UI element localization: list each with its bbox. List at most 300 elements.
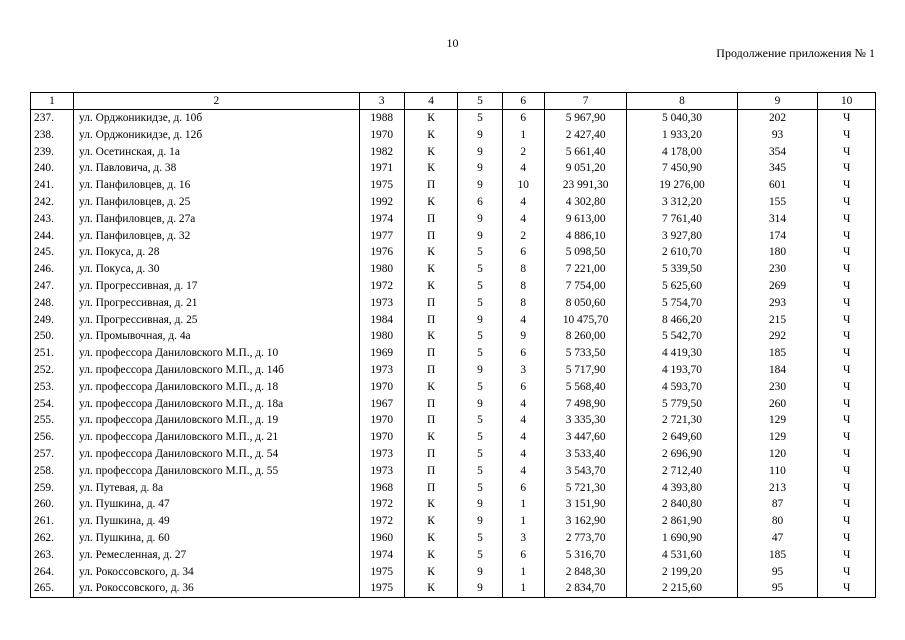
material-cell: П: [404, 446, 458, 463]
floors-cell: 5: [458, 261, 502, 278]
entrances-cell: 10: [502, 177, 545, 194]
address-cell: ул. Пушкина, д. 60: [74, 530, 360, 547]
table-row: [31, 328, 876, 345]
column-header: 10: [818, 93, 876, 110]
ownership-cell: Ч: [818, 261, 876, 278]
ownership-cell: Ч: [818, 580, 876, 597]
table-row: [31, 261, 876, 278]
year-cell: 1988: [359, 110, 404, 127]
material-cell: К: [404, 278, 458, 295]
ownership-cell: Ч: [818, 278, 876, 295]
address-cell: ул. Прогрессивная, д. 21: [74, 295, 360, 312]
residents-cell: 213: [737, 480, 818, 497]
floors-cell: 5: [458, 328, 502, 345]
total-area-cell: 9 613,00: [545, 211, 627, 228]
entrances-cell: 8: [502, 278, 545, 295]
floors-cell: 5: [458, 463, 502, 480]
floors-cell: 5: [458, 278, 502, 295]
ownership-cell: Ч: [818, 564, 876, 581]
material-cell: К: [404, 261, 458, 278]
entrances-cell: 4: [502, 312, 545, 329]
entrances-cell: 8: [502, 261, 545, 278]
table-row: [31, 412, 876, 429]
address-cell: ул. Рокоссовского, д. 36: [74, 580, 360, 597]
year-cell: 1980: [359, 328, 404, 345]
ownership-cell: Ч: [818, 463, 876, 480]
address-cell: ул. Панфиловцев, д. 25: [74, 194, 360, 211]
entrances-cell: 1: [502, 127, 545, 144]
year-cell: 1974: [359, 211, 404, 228]
residents-cell: 215: [737, 312, 818, 329]
total-area-cell: 7 754,00: [545, 278, 627, 295]
floors-cell: 5: [458, 244, 502, 261]
row-number-cell: 255.: [31, 412, 74, 429]
total-area-cell: 5 098,50: [545, 244, 627, 261]
entrances-cell: 1: [502, 580, 545, 597]
entrances-cell: 4: [502, 194, 545, 211]
material-cell: П: [404, 412, 458, 429]
living-area-cell: 2 215,60: [627, 580, 737, 597]
year-cell: 1970: [359, 127, 404, 144]
ownership-cell: Ч: [818, 160, 876, 177]
header-row: [31, 93, 876, 110]
material-cell: К: [404, 379, 458, 396]
entrances-cell: 4: [502, 412, 545, 429]
address-cell: ул. профессора Даниловского М.П., д. 14б: [74, 362, 360, 379]
residents-cell: 314: [737, 211, 818, 228]
ownership-cell: Ч: [818, 547, 876, 564]
year-cell: 1973: [359, 463, 404, 480]
residents-cell: 129: [737, 429, 818, 446]
table-row: [31, 446, 876, 463]
total-area-cell: 23 991,30: [545, 177, 627, 194]
row-number-cell: 244.: [31, 228, 74, 245]
column-header: 7: [545, 93, 627, 110]
material-cell: П: [404, 463, 458, 480]
ownership-cell: Ч: [818, 345, 876, 362]
material-cell: П: [404, 480, 458, 497]
total-area-cell: 3 151,90: [545, 496, 627, 513]
residents-cell: 269: [737, 278, 818, 295]
address-cell: ул. Пушкина, д. 47: [74, 496, 360, 513]
material-cell: К: [404, 160, 458, 177]
table-row: [31, 496, 876, 513]
total-area-cell: 4 302,80: [545, 194, 627, 211]
address-cell: ул. Орджоникидзе, д. 10б: [74, 110, 360, 127]
address-cell: ул. Пушкина, д. 49: [74, 513, 360, 530]
residents-cell: 292: [737, 328, 818, 345]
address-cell: ул. Прогрессивная, д. 17: [74, 278, 360, 295]
row-number-cell: 264.: [31, 564, 74, 581]
floors-cell: 9: [458, 177, 502, 194]
column-header: 3: [359, 93, 404, 110]
address-cell: ул. профессора Даниловского М.П., д. 18а: [74, 396, 360, 413]
material-cell: П: [404, 211, 458, 228]
year-cell: 1967: [359, 396, 404, 413]
ownership-cell: Ч: [818, 177, 876, 194]
entrances-cell: 6: [502, 345, 545, 362]
year-cell: 1982: [359, 144, 404, 161]
year-cell: 1969: [359, 345, 404, 362]
year-cell: 1972: [359, 513, 404, 530]
floors-cell: 5: [458, 295, 502, 312]
living-area-cell: 1 690,90: [627, 530, 737, 547]
address-cell: ул. Прогрессивная, д. 25: [74, 312, 360, 329]
residents-cell: 87: [737, 496, 818, 513]
floors-cell: 5: [458, 379, 502, 396]
year-cell: 1974: [359, 547, 404, 564]
living-area-cell: 3 312,20: [627, 194, 737, 211]
entrances-cell: 1: [502, 513, 545, 530]
total-area-cell: 4 886,10: [545, 228, 627, 245]
ownership-cell: Ч: [818, 127, 876, 144]
table-row: [31, 295, 876, 312]
entrances-cell: 6: [502, 480, 545, 497]
entrances-cell: 6: [502, 244, 545, 261]
entrances-cell: 4: [502, 211, 545, 228]
row-number-cell: 241.: [31, 177, 74, 194]
living-area-cell: 2 712,40: [627, 463, 737, 480]
residents-cell: 95: [737, 580, 818, 597]
year-cell: 1975: [359, 177, 404, 194]
living-area-cell: 4 193,70: [627, 362, 737, 379]
living-area-cell: 5 542,70: [627, 328, 737, 345]
material-cell: П: [404, 177, 458, 194]
residents-cell: 202: [737, 110, 818, 127]
residents-cell: 93: [737, 127, 818, 144]
table-body: [31, 110, 876, 598]
living-area-cell: 4 393,80: [627, 480, 737, 497]
year-cell: 1970: [359, 429, 404, 446]
address-cell: ул. Панфиловцев, д. 32: [74, 228, 360, 245]
floors-cell: 5: [458, 530, 502, 547]
year-cell: 1972: [359, 496, 404, 513]
material-cell: К: [404, 110, 458, 127]
row-number-cell: 260.: [31, 496, 74, 513]
row-number-cell: 247.: [31, 278, 74, 295]
residents-cell: 47: [737, 530, 818, 547]
address-cell: ул. профессора Даниловского М.П., д. 54: [74, 446, 360, 463]
total-area-cell: 2 848,30: [545, 564, 627, 581]
material-cell: К: [404, 530, 458, 547]
table-row: [31, 463, 876, 480]
material-cell: К: [404, 564, 458, 581]
entrances-cell: 6: [502, 547, 545, 564]
total-area-cell: 5 568,40: [545, 379, 627, 396]
row-number-cell: 253.: [31, 379, 74, 396]
material-cell: П: [404, 396, 458, 413]
year-cell: 1970: [359, 379, 404, 396]
floors-cell: 5: [458, 412, 502, 429]
address-cell: ул. Павловича, д. 38: [74, 160, 360, 177]
material-cell: П: [404, 312, 458, 329]
residents-cell: 345: [737, 160, 818, 177]
row-number-cell: 251.: [31, 345, 74, 362]
entrances-cell: 6: [502, 379, 545, 396]
floors-cell: 9: [458, 564, 502, 581]
material-cell: К: [404, 244, 458, 261]
floors-cell: 9: [458, 362, 502, 379]
address-cell: ул. Ремесленная, д. 27: [74, 547, 360, 564]
row-number-cell: 259.: [31, 480, 74, 497]
residents-cell: 354: [737, 144, 818, 161]
material-cell: П: [404, 295, 458, 312]
year-cell: 1976: [359, 244, 404, 261]
table-row: [31, 547, 876, 564]
ownership-cell: Ч: [818, 144, 876, 161]
entrances-cell: 3: [502, 530, 545, 547]
row-number-cell: 239.: [31, 144, 74, 161]
residents-cell: 185: [737, 547, 818, 564]
floors-cell: 9: [458, 513, 502, 530]
total-area-cell: 3 335,30: [545, 412, 627, 429]
total-area-cell: 5 733,50: [545, 345, 627, 362]
material-cell: П: [404, 362, 458, 379]
total-area-cell: 5 316,70: [545, 547, 627, 564]
row-number-cell: 243.: [31, 211, 74, 228]
row-number-cell: 240.: [31, 160, 74, 177]
row-number-cell: 257.: [31, 446, 74, 463]
residents-cell: 185: [737, 345, 818, 362]
living-area-cell: 7 450,90: [627, 160, 737, 177]
total-area-cell: 8 260,00: [545, 328, 627, 345]
total-area-cell: 2 427,40: [545, 127, 627, 144]
residents-cell: 260: [737, 396, 818, 413]
floors-cell: 5: [458, 480, 502, 497]
living-area-cell: 2 696,90: [627, 446, 737, 463]
total-area-cell: 2 773,70: [545, 530, 627, 547]
year-cell: 1960: [359, 530, 404, 547]
table-row: [31, 480, 876, 497]
year-cell: 1968: [359, 480, 404, 497]
ownership-cell: Ч: [818, 228, 876, 245]
table-row: [31, 513, 876, 530]
page-number: 10: [446, 36, 459, 50]
address-cell: ул. профессора Даниловского М.П., д. 19: [74, 412, 360, 429]
total-area-cell: 3 162,90: [545, 513, 627, 530]
address-cell: ул. Орджоникидзе, д. 12б: [74, 127, 360, 144]
floors-cell: 6: [458, 194, 502, 211]
total-area-cell: 10 475,70: [545, 312, 627, 329]
living-area-cell: 5 625,60: [627, 278, 737, 295]
row-number-cell: 242.: [31, 194, 74, 211]
year-cell: 1973: [359, 362, 404, 379]
address-cell: ул. Панфиловцев, д. 16: [74, 177, 360, 194]
row-number-cell: 261.: [31, 513, 74, 530]
ownership-cell: Ч: [818, 379, 876, 396]
row-number-cell: 263.: [31, 547, 74, 564]
floors-cell: 5: [458, 345, 502, 362]
address-cell: ул. профессора Даниловского М.П., д. 55: [74, 463, 360, 480]
material-cell: К: [404, 127, 458, 144]
row-number-cell: 256.: [31, 429, 74, 446]
living-area-cell: 4 419,30: [627, 345, 737, 362]
total-area-cell: 3 543,70: [545, 463, 627, 480]
living-area-cell: 5 040,30: [627, 110, 737, 127]
living-area-cell: 4 531,60: [627, 547, 737, 564]
ownership-cell: Ч: [818, 496, 876, 513]
living-area-cell: 19 276,00: [627, 177, 737, 194]
living-area-cell: 2 610,70: [627, 244, 737, 261]
floors-cell: 9: [458, 144, 502, 161]
entrances-cell: 1: [502, 564, 545, 581]
total-area-cell: 2 834,70: [545, 580, 627, 597]
floors-cell: 9: [458, 396, 502, 413]
row-number-cell: 237.: [31, 110, 74, 127]
table-row: [31, 244, 876, 261]
entrances-cell: 4: [502, 429, 545, 446]
ownership-cell: Ч: [818, 328, 876, 345]
table-row: [31, 160, 876, 177]
floors-cell: 9: [458, 160, 502, 177]
material-cell: К: [404, 580, 458, 597]
floors-cell: 5: [458, 110, 502, 127]
address-cell: ул. Промывочная, д. 4а: [74, 328, 360, 345]
floors-cell: 9: [458, 580, 502, 597]
row-number-cell: 252.: [31, 362, 74, 379]
row-number-cell: 265.: [31, 580, 74, 597]
row-number-cell: 246.: [31, 261, 74, 278]
year-cell: 1975: [359, 564, 404, 581]
residents-cell: 129: [737, 412, 818, 429]
entrances-cell: 9: [502, 328, 545, 345]
column-header: 6: [502, 93, 545, 110]
table-row: [31, 530, 876, 547]
material-cell: К: [404, 429, 458, 446]
address-cell: ул. Панфиловцев, д. 27а: [74, 211, 360, 228]
year-cell: 1980: [359, 261, 404, 278]
total-area-cell: 5 661,40: [545, 144, 627, 161]
material-cell: К: [404, 547, 458, 564]
year-cell: 1992: [359, 194, 404, 211]
ownership-cell: Ч: [818, 412, 876, 429]
living-area-cell: 3 927,80: [627, 228, 737, 245]
material-cell: К: [404, 513, 458, 530]
address-cell: ул. Осетинская, д. 1а: [74, 144, 360, 161]
year-cell: 1973: [359, 295, 404, 312]
living-area-cell: 2 721,30: [627, 412, 737, 429]
living-area-cell: 7 761,40: [627, 211, 737, 228]
floors-cell: 9: [458, 211, 502, 228]
table-row: [31, 345, 876, 362]
residents-cell: 230: [737, 379, 818, 396]
total-area-cell: 7 221,00: [545, 261, 627, 278]
living-area-cell: 2 199,20: [627, 564, 737, 581]
living-area-cell: 8 466,20: [627, 312, 737, 329]
table-row: [31, 379, 876, 396]
column-header: 9: [737, 93, 818, 110]
living-area-cell: 2 861,90: [627, 513, 737, 530]
residents-cell: 80: [737, 513, 818, 530]
residents-cell: 174: [737, 228, 818, 245]
entrances-cell: 2: [502, 144, 545, 161]
table-row: [31, 278, 876, 295]
residents-cell: 180: [737, 244, 818, 261]
material-cell: П: [404, 345, 458, 362]
address-cell: ул. Путевая, д. 8а: [74, 480, 360, 497]
row-number-cell: 245.: [31, 244, 74, 261]
row-number-cell: 250.: [31, 328, 74, 345]
residents-cell: 230: [737, 261, 818, 278]
living-area-cell: 5 754,70: [627, 295, 737, 312]
table-row: [31, 228, 876, 245]
entrances-cell: 8: [502, 295, 545, 312]
ownership-cell: Ч: [818, 244, 876, 261]
column-header: 2: [74, 93, 360, 110]
floors-cell: 5: [458, 429, 502, 446]
table-row: [31, 312, 876, 329]
ownership-cell: Ч: [818, 480, 876, 497]
row-number-cell: 238.: [31, 127, 74, 144]
floors-cell: 9: [458, 127, 502, 144]
row-number-cell: 262.: [31, 530, 74, 547]
ownership-cell: Ч: [818, 396, 876, 413]
entrances-cell: 4: [502, 160, 545, 177]
total-area-cell: 3 533,40: [545, 446, 627, 463]
total-area-cell: 3 447,60: [545, 429, 627, 446]
living-area-cell: 2 649,60: [627, 429, 737, 446]
living-area-cell: 4 178,00: [627, 144, 737, 161]
row-number-cell: 254.: [31, 396, 74, 413]
table-row: [31, 127, 876, 144]
table-row: [31, 211, 876, 228]
column-header: 8: [627, 93, 737, 110]
ownership-cell: Ч: [818, 362, 876, 379]
floors-cell: 9: [458, 312, 502, 329]
housing-table: [30, 92, 876, 598]
living-area-cell: 4 593,70: [627, 379, 737, 396]
material-cell: К: [404, 144, 458, 161]
row-number-cell: 258.: [31, 463, 74, 480]
column-header: 4: [404, 93, 458, 110]
ownership-cell: Ч: [818, 194, 876, 211]
table-row: [31, 362, 876, 379]
table-row: [31, 580, 876, 597]
entrances-cell: 2: [502, 228, 545, 245]
year-cell: 1971: [359, 160, 404, 177]
material-cell: К: [404, 496, 458, 513]
ownership-cell: Ч: [818, 312, 876, 329]
table-row: [31, 396, 876, 413]
address-cell: ул. Покуса, д. 30: [74, 261, 360, 278]
residents-cell: 110: [737, 463, 818, 480]
living-area-cell: 5 339,50: [627, 261, 737, 278]
year-cell: 1972: [359, 278, 404, 295]
ownership-cell: Ч: [818, 446, 876, 463]
table-row: [31, 564, 876, 581]
floors-cell: 5: [458, 446, 502, 463]
entrances-cell: 4: [502, 396, 545, 413]
table-row: [31, 429, 876, 446]
ownership-cell: Ч: [818, 295, 876, 312]
continuation-label: Продолжение приложения № 1: [716, 46, 875, 60]
total-area-cell: 5 721,30: [545, 480, 627, 497]
address-cell: ул. профессора Даниловского М.П., д. 21: [74, 429, 360, 446]
living-area-cell: 2 840,80: [627, 496, 737, 513]
ownership-cell: Ч: [818, 429, 876, 446]
ownership-cell: Ч: [818, 513, 876, 530]
entrances-cell: 4: [502, 463, 545, 480]
ownership-cell: Ч: [818, 211, 876, 228]
floors-cell: 9: [458, 496, 502, 513]
total-area-cell: 5 967,90: [545, 110, 627, 127]
table-row: [31, 194, 876, 211]
entrances-cell: 6: [502, 110, 545, 127]
year-cell: 1973: [359, 446, 404, 463]
address-cell: ул. Рокоссовского, д. 34: [74, 564, 360, 581]
total-area-cell: 5 717,90: [545, 362, 627, 379]
residents-cell: 601: [737, 177, 818, 194]
